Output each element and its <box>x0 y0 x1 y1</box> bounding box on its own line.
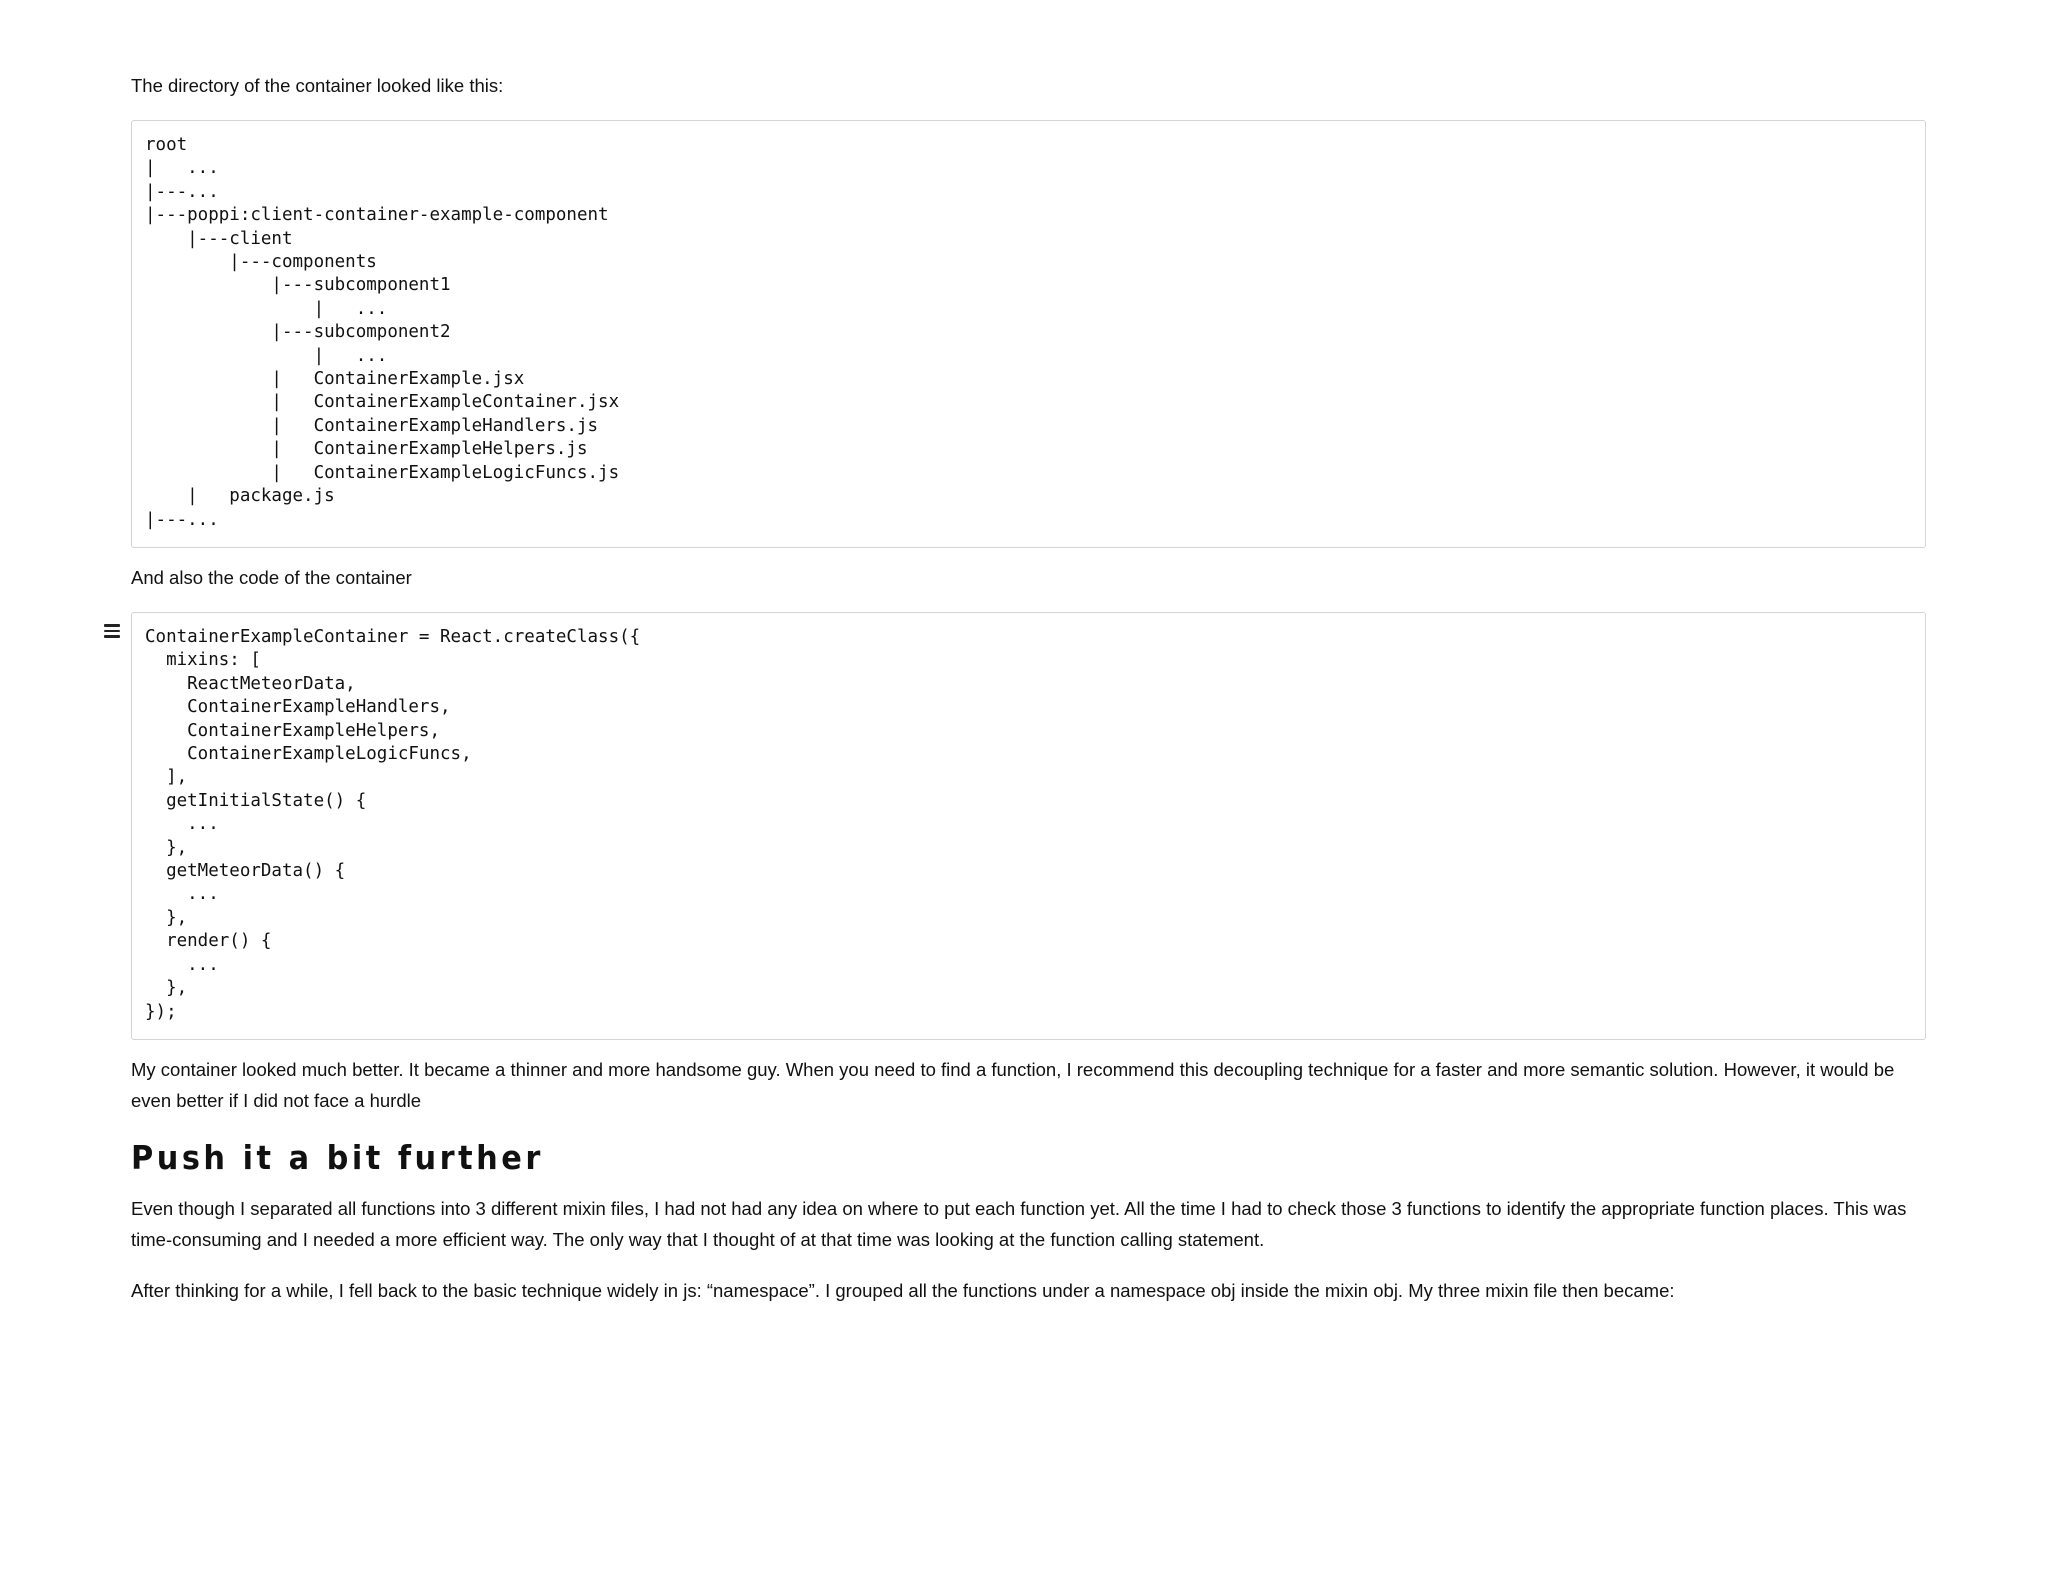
menu-icon-bar <box>104 624 120 627</box>
directory-tree-code-block[interactable]: root | ... |---... |---poppi:client-container-example-component |---client |---components |---subcomponent1 | ... |---subcomponent2 | ... | ContainerExample.jsx | ContainerExampleContainer.jsx | ContainerExampleHandlers.js | ContainerExampleHelpers.js | ContainerExampleLogicFuncs.js | package.js |---... <box>131 120 1926 548</box>
menu-icon-bar <box>104 630 120 633</box>
section-paragraph-2: After thinking for a while, I fell back to the basic technique widely in js: “namespace”. I grouped all the functions under a namespace obj inside the mixin obj. My three mixin file then became: <box>131 1280 1675 1301</box>
code-intro-paragraph: And also the code of the container <box>131 567 412 588</box>
article-content <box>131 70 1926 1306</box>
container-code-wrapper <box>131 612 1926 1040</box>
after-code-paragraph: My container looked much better. It became a thinner and more handsome guy. When you need to find a function, I recommend this decoupling technique for a faster and more semantic solution. However, it would be even better if I did not face a hurdle <box>131 1059 1895 1111</box>
menu-icon-bar <box>104 635 120 638</box>
section-paragraph-1: Even though I separated all functions into 3 different mixin files, I had not had any idea on where to put each function yet. All the time I had to check those 3 functions to identify the appropriate function places. This was time-consuming and I needed a more efficient way. The only way that I thought of at that time was looking at the function calling statement. <box>131 1198 1907 1250</box>
container-code-block[interactable]: ContainerExampleContainer = React.createClass({ mixins: [ ReactMeteorData, ContainerExampleHandlers, ContainerExampleHelpers, ContainerExampleLogicFuncs, ], getInitialState() { ... }, getMeteorData() { ... }, render() { ... }, }); <box>131 612 1926 1040</box>
directory-code-wrapper <box>131 120 1926 548</box>
intro-paragraph: The directory of the container looked like this: <box>131 75 504 96</box>
hamburger-menu-icon[interactable] <box>104 624 120 638</box>
section-heading: Push it a bit further <box>131 1138 544 1177</box>
